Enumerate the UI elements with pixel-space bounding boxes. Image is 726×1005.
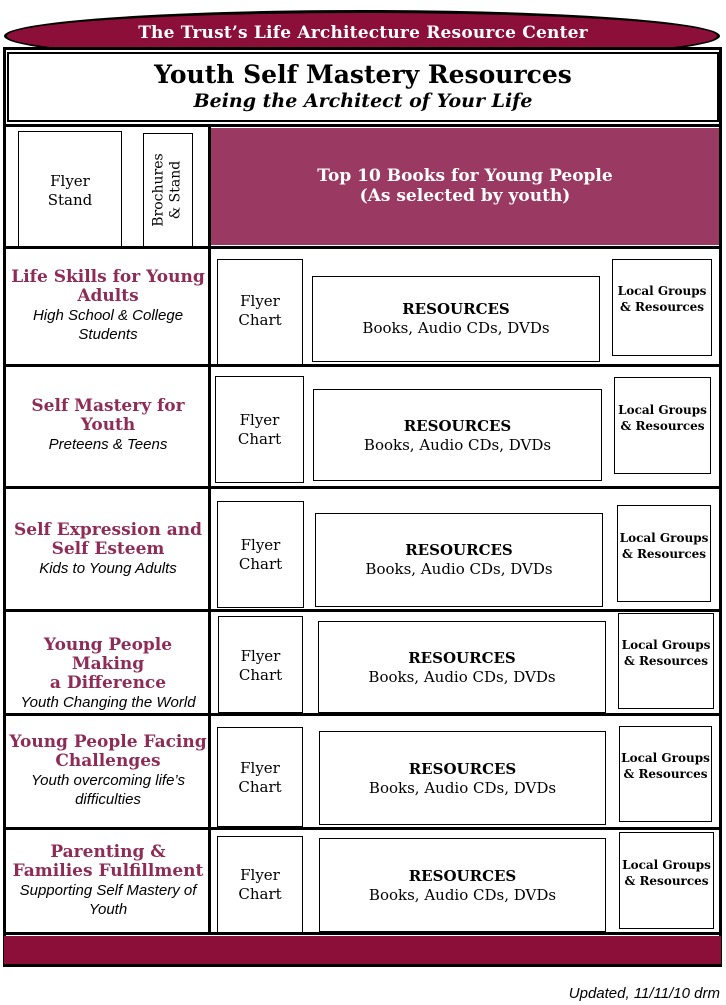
row-divider bbox=[4, 486, 721, 489]
flyer-chart-label: Flyer Chart bbox=[238, 536, 283, 573]
flyer-chart-label: Flyer Chart bbox=[238, 759, 282, 796]
row-divider bbox=[4, 364, 721, 367]
category-parenting-families: Parenting & Families Fulfillment Supporting Self Mastery of Youth bbox=[12, 842, 204, 918]
updated-note: Updated, 11/11/10 drm bbox=[568, 985, 720, 1002]
category-life-skills: Life Skills for Young Adults High School & College Students bbox=[11, 267, 205, 343]
row-divider bbox=[4, 246, 721, 249]
local-groups-label: Local Groups & Resources bbox=[622, 858, 711, 888]
flyer-stand-label: Flyer Stand bbox=[47, 172, 93, 209]
banner-title: The Trust’s Life Architecture Resource Center bbox=[138, 23, 588, 43]
category-self-mastery: Self Mastery for Youth Preteens & Teens bbox=[31, 396, 185, 453]
flyer-chart-label: Flyer Chart bbox=[238, 292, 282, 329]
top10-books-label: Top 10 Books for Young People (As selected by youth) bbox=[317, 166, 613, 206]
local-groups-label: Local Groups & Resources bbox=[621, 751, 710, 781]
row-divider bbox=[4, 827, 721, 830]
category-making-a-difference: Young People Making a Difference Youth Changing the World bbox=[20, 635, 196, 711]
row-divider bbox=[4, 609, 721, 612]
flyer-chart-label: Flyer Chart bbox=[238, 647, 283, 684]
local-groups-label: Local Groups & Resources bbox=[621, 638, 711, 668]
row-divider bbox=[4, 713, 721, 716]
resources-label: RESOURCES Books, Audio CDs, DVDs bbox=[362, 300, 550, 337]
local-groups-label: Local Groups & Resources bbox=[617, 284, 707, 314]
category-facing-challenges: Young People Facing Challenges Youth overcoming life’s difficulties bbox=[9, 732, 207, 808]
category-self-expression: Self Expression and Self Esteem Kids to Young Adults bbox=[13, 520, 202, 577]
row-divider bbox=[4, 124, 721, 127]
resources-label: RESOURCES Books, Audio CDs, DVDs bbox=[368, 760, 557, 797]
local-groups-label: Local Groups & Resources bbox=[618, 403, 707, 433]
footer-band bbox=[4, 936, 721, 964]
resources-label: RESOURCES Books, Audio CDs, DVDs bbox=[363, 417, 552, 454]
local-groups-label: Local Groups & Resources bbox=[619, 531, 709, 561]
resources-label: RESOURCES Books, Audio CDs, DVDs bbox=[368, 867, 557, 904]
flyer-chart-label: Flyer Chart bbox=[237, 411, 282, 448]
resources-label: RESOURCES Books, Audio CDs, DVDs bbox=[365, 541, 553, 578]
page-title: Youth Self Mastery Resources bbox=[154, 60, 572, 89]
row-divider bbox=[4, 932, 721, 935]
brochures-stand-label: Brochures & Stand bbox=[151, 153, 185, 227]
page-subtitle: Being the Architect of Your Life bbox=[193, 90, 533, 112]
flyer-chart-label: Flyer Chart bbox=[238, 866, 282, 903]
resources-label: RESOURCES Books, Audio CDs, DVDs bbox=[368, 649, 556, 686]
